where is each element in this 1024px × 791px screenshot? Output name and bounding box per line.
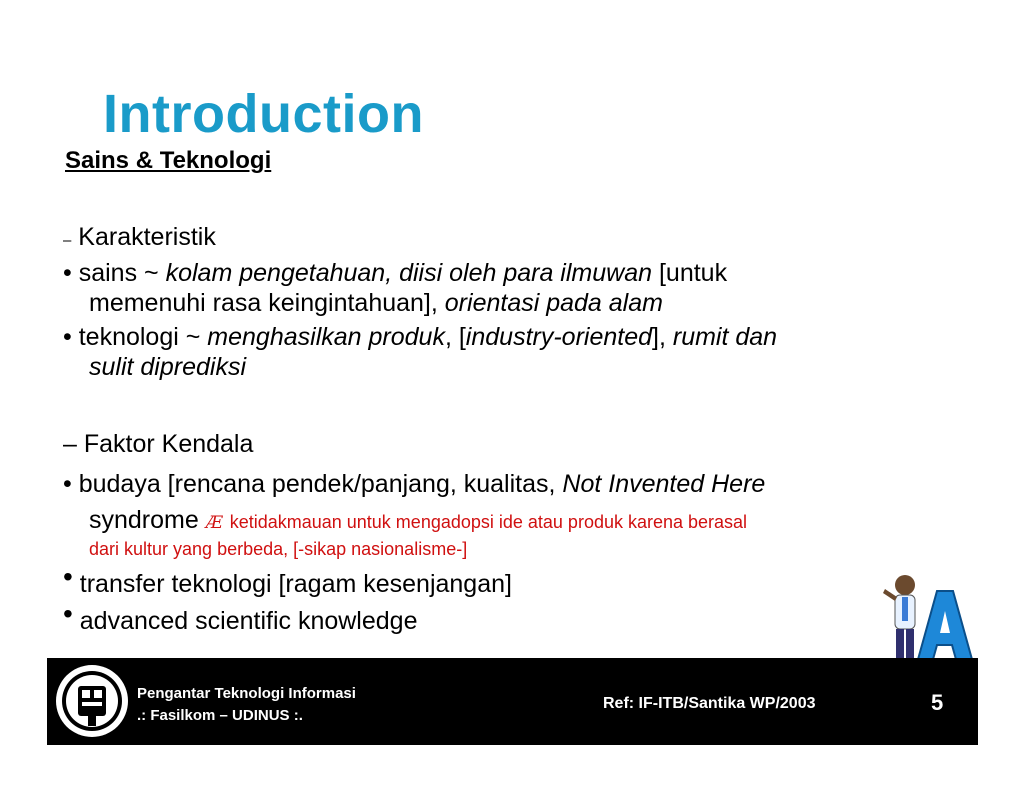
teknologi-bullet-line2 [89, 352, 246, 382]
sains-bullet-line2 [89, 288, 663, 318]
sains-prefix: sains ~ [78, 259, 159, 287]
sains-purpose-start: [untuk [658, 259, 728, 287]
teknologi-industry: industry-oriented [465, 323, 653, 351]
dash-marker: – [63, 232, 72, 249]
slide-title: Introduction [103, 84, 424, 144]
advanced-text: advanced scientific knowledge [79, 607, 418, 635]
teknologi-unpredictable: sulit diprediksi [89, 353, 247, 381]
separator: , [ [444, 323, 466, 351]
teknologi-prefix: teknologi ~ [78, 323, 201, 351]
budaya-bullet-line2 [89, 505, 747, 538]
sains-bullet-line1 [63, 258, 727, 288]
bullet-marker: • [63, 259, 72, 287]
karakteristik-label: Karakteristik [78, 223, 216, 251]
arrow-glyph: Æ [205, 513, 223, 533]
university-seal-icon [54, 662, 130, 740]
budaya-explanation-cont: dari kultur yang berbeda, [-sikap nasionalisme-] [89, 539, 468, 559]
page-number: 5 [931, 690, 944, 715]
transfer-bullet [63, 561, 512, 599]
advanced-bullet [63, 598, 418, 636]
teknologi-product: menghasilkan produk [207, 323, 445, 351]
footer-institution: .: Fasilkom – UDINUS :. [137, 707, 303, 724]
bullet-marker: • [63, 470, 72, 498]
bullet-marker: • [63, 323, 72, 351]
sains-definition: kolam pengetahuan, diisi oleh para ilmuwan [165, 259, 653, 287]
faktor-kendala-heading: – Faktor Kendala [63, 430, 254, 458]
budaya-explanation: ketidakmauan untuk mengadopsi ide atau produk karena berasal [229, 512, 748, 532]
footer-course-name: Pengantar Teknologi Informasi [137, 685, 356, 702]
budaya-text: budaya [rencana pendek/panjang, kualitas, [78, 470, 556, 498]
syndrome-word: syndrome [89, 506, 199, 534]
sains-orientation: orientasi pada alam [444, 289, 663, 317]
mascot-icon [875, 563, 975, 673]
budaya-bullet-line1 [63, 469, 765, 499]
nih-phrase: Not Invented Here [562, 470, 766, 498]
teknologi-bullet-line1 [63, 322, 777, 352]
transfer-text: transfer teknologi [ragam kesenjangan] [79, 570, 512, 598]
footer-reference: Ref: IF-ITB/Santika WP/2003 [603, 695, 816, 712]
bullet-marker: • [63, 598, 73, 629]
teknologi-complex: rumit dan [672, 323, 778, 351]
karakteristik-heading [63, 222, 216, 256]
bullet-marker: • [63, 561, 73, 592]
sains-purpose-end: memenuhi rasa keingintahuan], [89, 289, 438, 317]
separator: ], [652, 323, 666, 351]
slide-subtitle: Sains & Teknologi [65, 147, 272, 174]
